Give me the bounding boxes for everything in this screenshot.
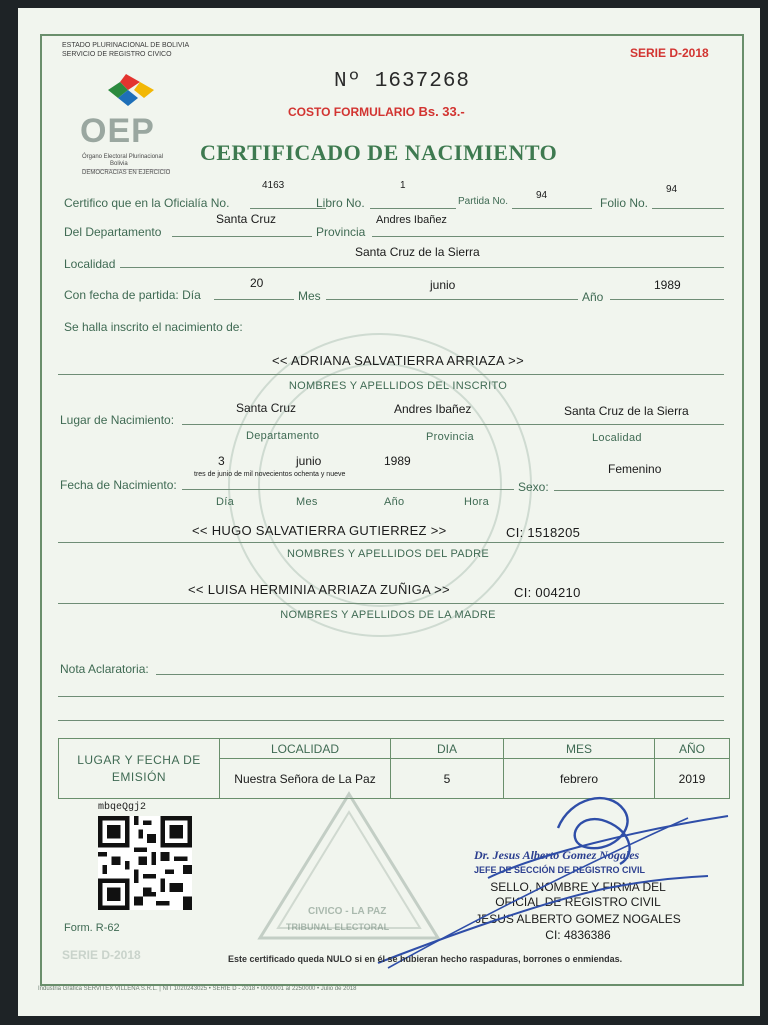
birthdate-dia: 3	[218, 454, 225, 468]
qr-code-icon[interactable]	[98, 816, 192, 910]
note-line-2	[58, 696, 724, 697]
libro-value: 1	[400, 180, 406, 191]
birthdate-literal: tres de junio de mil novecientos ochenta y nueve	[194, 471, 346, 478]
oep-logo-text: OEP	[80, 112, 155, 150]
fecha-dia-line	[214, 299, 294, 300]
birthplace-cap-provincia: Provincia	[426, 431, 474, 443]
note-line-1	[156, 674, 724, 675]
inscrito-name: << ADRIANA SALVATIERRA ARRIAZA >>	[272, 353, 524, 368]
fecha-mes-value: junio	[430, 278, 456, 292]
birthplace-localidad: Santa Cruz de la Sierra	[564, 404, 689, 418]
emission-col-anio: AÑO	[655, 739, 730, 759]
issuer-line-2: SERVICIO DE REGISTRO CIVICO	[62, 51, 172, 58]
departamento-line	[172, 236, 312, 237]
father-line	[58, 542, 724, 543]
birthplace-label: Lugar de Nacimiento:	[60, 413, 175, 427]
note-label: Nota Aclaratoria:	[60, 662, 149, 676]
signature-stroke-icon	[308, 758, 748, 978]
printed-ci: CI: 4836386	[545, 928, 611, 942]
fecha-mes-label: Mes	[298, 289, 321, 303]
emission-col-dia: DIA	[391, 739, 504, 759]
fecha-anio-line	[610, 299, 724, 300]
folio-label: Folio No.	[600, 196, 649, 210]
sexo-label: Sexo:	[518, 480, 549, 494]
emission-title-text: LUGAR Y FECHA DE EMISIÓN	[77, 752, 201, 784]
birthdate-cap-mes: Mes	[296, 496, 318, 508]
birthplace-provincia: Andres Ibañez	[394, 402, 472, 416]
birthdate-cap-dia: Día	[216, 496, 235, 508]
folio-value: 94	[666, 184, 678, 195]
provincia-label: Provincia	[316, 225, 366, 239]
birthdate-cap-anio: Año	[384, 496, 405, 508]
father-ci: CI: 1518205	[506, 525, 581, 540]
emission-dia: 5	[391, 759, 504, 799]
stamp-name: Dr. Jesus Alberto Gomez Nogales	[474, 848, 640, 862]
localidad-line	[120, 267, 724, 268]
emission-mes: febrero	[504, 759, 655, 799]
partida-value: 94	[536, 190, 548, 201]
fecha-dia-value: 20	[250, 276, 264, 290]
note-line-3	[58, 720, 724, 721]
oficialia-label: Certifico que en la Oficialía No.	[64, 196, 230, 210]
mother-caption: NOMBRES Y APELLIDOS DE LA MADRE	[280, 609, 496, 621]
localidad-value: Santa Cruz de la Sierra	[355, 245, 480, 259]
birthdate-line	[182, 489, 514, 490]
oep-logo-sub-3: DEMOCRACIAS EN EJERCICIO	[82, 170, 171, 176]
form-number: Form. R-62	[64, 922, 120, 934]
provincia-line	[372, 236, 724, 237]
localidad-label: Localidad	[64, 257, 116, 271]
fecha-partida-label: Con fecha de partida: Día	[64, 288, 201, 302]
inscrito-intro: Se halla inscrito el nacimiento de:	[64, 320, 243, 334]
printed-line-2: OFICIAL DE REGISTRO CIVIL	[495, 895, 661, 909]
departamento-label: Del Departamento	[64, 225, 162, 239]
verification-code: mbqeQgj2	[98, 802, 147, 813]
printed-name: JESUS ALBERTO GOMEZ NOGALES	[475, 912, 681, 926]
partida-label: Partida No.	[458, 196, 509, 207]
certificate-paper	[18, 8, 760, 1016]
sexo-value: Femenino	[608, 462, 662, 476]
printer-line: Industria Gráfica SERVITEX VILLENA S.R.L. | NIT 1020243025 • SERIE D - 2018 • 0000001 al 2250000 • Julio de 2018	[38, 986, 357, 992]
serial-number: Nº 1637268	[334, 70, 471, 93]
emission-title	[59, 739, 220, 799]
cost-label	[288, 104, 465, 119]
inscrito-caption: NOMBRES Y APELLIDOS DEL INSCRITO	[288, 380, 508, 392]
folio-line	[652, 208, 724, 209]
birthdate-mes: junio	[296, 454, 322, 468]
emission-col-localidad: LOCALIDAD	[220, 739, 391, 759]
series-label: SERIE D-2018	[630, 46, 709, 60]
certificate-title: CERTIFICADO DE NACIMIENTO	[200, 140, 558, 165]
fecha-anio-value: 1989	[654, 278, 681, 292]
nullity-notice: Este certificado queda NULO si en él se hubieran hecho raspaduras, borrones o enmiendas.	[228, 954, 623, 964]
inscrito-line	[58, 374, 724, 375]
birthplace-departamento: Santa Cruz	[236, 401, 297, 415]
provincia-value: Andres Ibañez	[376, 214, 447, 226]
birthplace-cap-localidad: Localidad	[592, 432, 642, 444]
mother-name: << LUISA HERMINIA ARRIAZA ZUÑIGA >>	[188, 582, 450, 597]
seal-text-1: CIVICO - LA PAZ	[308, 906, 387, 917]
mother-line	[58, 603, 724, 604]
libro-line	[370, 208, 456, 209]
fecha-anio-label: Año	[582, 290, 604, 304]
birthdate-label: Fecha de Nacimiento:	[60, 478, 177, 492]
mother-ci: CI: 004210	[514, 585, 581, 600]
oficialia-line	[250, 208, 326, 209]
father-caption: NOMBRES Y APELLIDOS DEL PADRE	[286, 548, 490, 560]
emission-col-mes: MES	[504, 739, 655, 759]
series-faded: SERIE D-2018	[62, 948, 141, 962]
departamento-value: Santa Cruz	[216, 212, 277, 226]
oep-logo-sub-2: Bolivia	[110, 161, 128, 167]
emission-anio: 2019	[655, 759, 730, 799]
libro-label: Libro No.	[316, 196, 365, 210]
oficialia-value: 4163	[262, 180, 285, 191]
fecha-mes-line	[326, 299, 578, 300]
oep-logo-sub-1: Órgano Electoral Plurinacional	[82, 154, 164, 160]
cost-value: Bs. 33.-	[418, 104, 465, 119]
printed-line-1: SELLO, NOMBRE Y FIRMA DEL	[490, 880, 666, 894]
birthplace-cap-departamento: Departamento	[246, 430, 320, 442]
emission-localidad: Nuestra Señora de La Paz	[220, 759, 391, 799]
birthdate-cap-hora: Hora	[464, 496, 490, 508]
partida-line	[512, 208, 592, 209]
birthplace-line	[182, 424, 724, 425]
stamp-title: JEFE DE SECCIÓN DE REGISTRO CIVIL	[474, 865, 646, 875]
oep-logo	[80, 68, 190, 178]
father-name: << HUGO SALVATIERRA GUTIERREZ >>	[192, 523, 447, 538]
issuer-line-1: ESTADO PLURINACIONAL DE BOLIVIA	[62, 42, 190, 49]
cost-label-text: COSTO FORMULARIO	[288, 105, 416, 119]
seal-text-2: TRIBUNAL ELECTORAL	[286, 922, 390, 932]
sexo-line	[554, 490, 724, 491]
birthdate-anio: 1989	[384, 454, 411, 468]
